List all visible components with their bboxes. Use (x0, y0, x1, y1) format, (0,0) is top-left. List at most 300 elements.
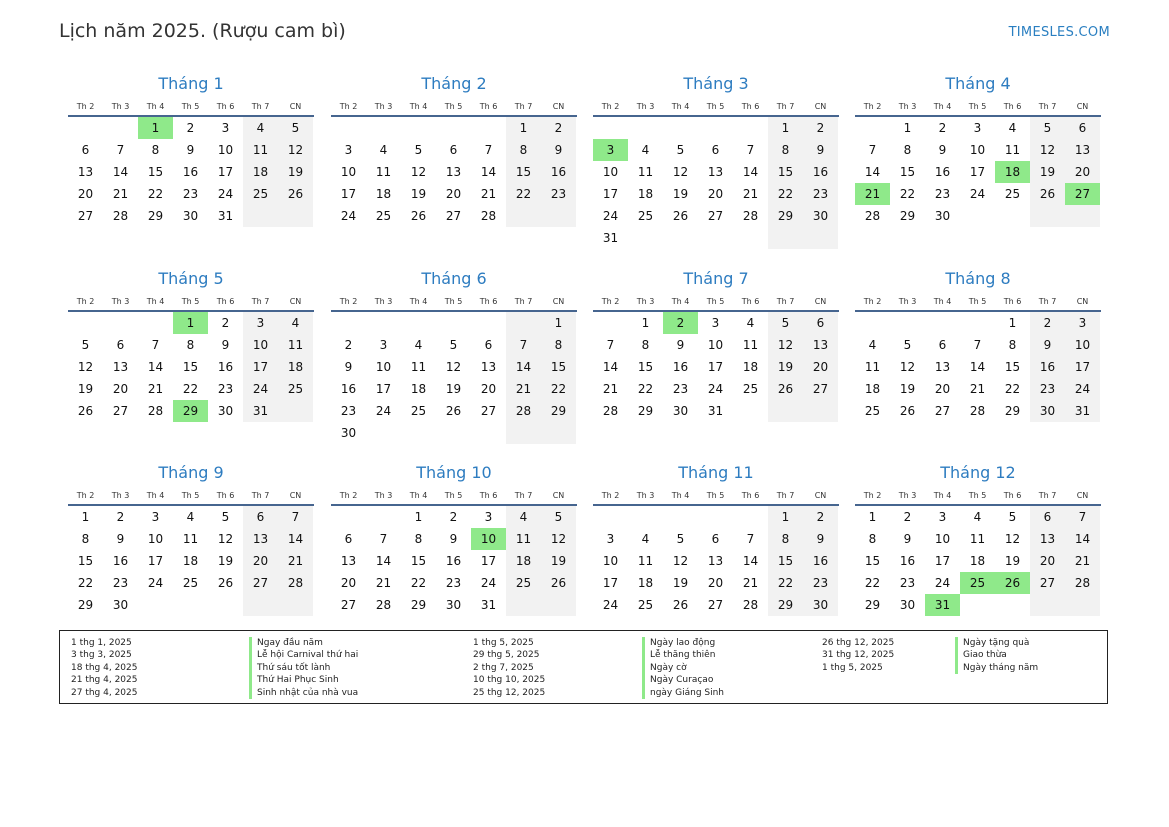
day-cell: 11 (410, 360, 427, 374)
day-cell: 30 (445, 598, 462, 612)
month-calendar (855, 268, 1101, 422)
day-cell: 12 (768, 334, 803, 356)
legend-holiday-name: Lễ hội Carnival thứ hai (249, 649, 358, 661)
weekday-label: Th 2 (601, 297, 620, 306)
day-cell: 26 (1030, 183, 1065, 205)
day-cell: 3 (606, 532, 615, 546)
legend-names (249, 637, 358, 699)
empty-day-cell (506, 205, 541, 227)
day-cell: 8 (903, 143, 912, 157)
legend-date: 31 thg 12, 2025 (822, 650, 895, 661)
day-cell: 8 (868, 532, 877, 546)
day-cell: 6 (484, 338, 493, 352)
day-cell: 7 (116, 143, 125, 157)
legend-dates (71, 637, 137, 699)
day-cell: 10 (340, 165, 357, 179)
day-cell: 13 (803, 334, 838, 356)
day-cell: 7 (868, 143, 877, 157)
empty-day-cell (593, 312, 628, 334)
day-cell: 25 (864, 404, 881, 418)
legend-holiday-name: Thứ Hai Phục Sinh (249, 674, 358, 686)
weekday-label: Th 2 (76, 102, 95, 111)
day-cell: 10 (375, 360, 392, 374)
day-cell: 15 (410, 554, 427, 568)
day-cell: 29 (541, 400, 576, 422)
legend-date: 29 thg 5, 2025 (473, 650, 540, 661)
day-cell: 24 (480, 576, 497, 590)
weekday-label: Th 3 (111, 297, 130, 306)
empty-day-cell (628, 117, 663, 139)
day-grid (331, 117, 577, 227)
weekday-label: Th 6 (1003, 297, 1022, 306)
day-cell: 4 (868, 338, 877, 352)
day-cell: 6 (1030, 506, 1065, 528)
weekday-label: CN (289, 491, 302, 500)
empty-day-cell (103, 312, 138, 334)
legend-holiday-name: Ngày tặng quà (955, 637, 1038, 649)
empty-day-cell (768, 227, 803, 249)
day-cell: 23 (803, 183, 838, 205)
day-cell: 27 (77, 209, 94, 223)
month-name: Tháng 5 (158, 269, 224, 288)
weekday-label: Th 5 (968, 297, 987, 306)
day-cell: 15 (147, 165, 164, 179)
day-cell: 28 (969, 404, 986, 418)
month-calendar (68, 462, 314, 616)
weekday-label: Th 4 (671, 102, 690, 111)
day-cell: 31 (243, 400, 278, 422)
weekday-label: Th 7 (1038, 102, 1057, 111)
empty-day-cell (366, 506, 401, 528)
day-cell: 24 (375, 404, 392, 418)
empty-day-cell (733, 506, 768, 528)
day-cell: 2 (803, 506, 838, 528)
day-cell: 30 (1030, 400, 1065, 422)
empty-day-cell (698, 117, 733, 139)
day-cell: 11 (637, 165, 654, 179)
day-cell: 27 (480, 404, 497, 418)
day-cell: 8 (186, 338, 195, 352)
month-name: Tháng 6 (421, 269, 487, 288)
holiday-day: 18 (995, 161, 1030, 183)
weekday-label: Th 3 (898, 297, 917, 306)
empty-day-cell (278, 594, 313, 616)
weekday-label: CN (289, 102, 302, 111)
empty-day-cell (890, 312, 925, 334)
day-cell: 25 (1004, 187, 1021, 201)
empty-day-cell (366, 117, 401, 139)
day-cell: 27 (243, 572, 278, 594)
holiday-day: 21 (855, 183, 890, 205)
day-grid (855, 117, 1101, 227)
day-cell: 7 (484, 143, 493, 157)
weekday-header (855, 102, 1101, 117)
month-calendar (331, 268, 577, 444)
empty-day-cell (803, 400, 838, 422)
day-cell: 23 (217, 382, 234, 396)
day-cell: 17 (602, 187, 619, 201)
weekday-label: Th 3 (636, 491, 655, 500)
day-cell: 25 (375, 209, 392, 223)
legend-names (642, 637, 724, 699)
empty-day-cell (698, 506, 733, 528)
day-cell: 2 (541, 117, 576, 139)
day-cell: 25 (637, 598, 654, 612)
empty-day-cell (768, 400, 803, 422)
empty-day-cell (471, 117, 506, 139)
weekday-label: Th 7 (251, 102, 270, 111)
weekday-label: Th 5 (706, 102, 725, 111)
day-cell: 26 (445, 404, 462, 418)
month-name: Tháng 3 (683, 74, 749, 93)
weekday-label: Th 5 (968, 491, 987, 500)
weekday-label: Th 6 (741, 297, 760, 306)
day-cell: 18 (742, 360, 759, 374)
weekday-label: Th 7 (251, 491, 270, 500)
day-cell: 3 (151, 510, 160, 524)
day-cell: 2 (221, 316, 230, 330)
day-cell: 19 (1030, 161, 1065, 183)
empty-day-cell (243, 205, 278, 227)
day-cell: 28 (864, 209, 881, 223)
day-cell: 6 (81, 143, 90, 157)
day-cell: 28 (278, 572, 313, 594)
day-cell: 19 (410, 187, 427, 201)
day-cell: 21 (742, 187, 759, 201)
day-cell: 28 (602, 404, 619, 418)
weekday-label: Th 6 (216, 297, 235, 306)
month-calendar (855, 73, 1101, 227)
day-cell: 9 (1030, 334, 1065, 356)
day-cell: 20 (1065, 161, 1100, 183)
day-cell: 11 (278, 334, 313, 356)
day-cell: 14 (969, 360, 986, 374)
empty-day-cell (1030, 205, 1065, 227)
month-name: Tháng 8 (945, 269, 1011, 288)
weekday-label: Th 6 (1003, 491, 1022, 500)
day-cell: 13 (445, 165, 462, 179)
empty-day-cell (960, 312, 995, 334)
day-cell: 25 (637, 209, 654, 223)
month-calendar (68, 268, 314, 422)
day-cell: 26 (672, 598, 689, 612)
day-cell: 22 (864, 576, 881, 590)
weekday-label: Th 2 (863, 297, 882, 306)
day-cell: 23 (541, 183, 576, 205)
day-cell: 6 (449, 143, 458, 157)
day-cell: 28 (1065, 572, 1100, 594)
weekday-label: Th 6 (479, 102, 498, 111)
day-cell: 26 (410, 209, 427, 223)
empty-day-cell (960, 594, 995, 616)
empty-day-cell (628, 227, 663, 249)
day-cell: 21 (278, 550, 313, 572)
empty-day-cell (541, 422, 576, 444)
day-cell: 15 (77, 554, 94, 568)
day-cell: 18 (375, 187, 392, 201)
empty-day-cell (138, 312, 173, 334)
day-cell: 3 (379, 338, 388, 352)
day-cell: 19 (217, 554, 234, 568)
day-cell: 5 (221, 510, 230, 524)
day-cell: 18 (182, 554, 199, 568)
page-title: Lịch năm 2025. (Rượu cam bì) (59, 20, 346, 42)
day-cell: 1 (414, 510, 423, 524)
weekday-label: Th 3 (636, 102, 655, 111)
month-calendar (593, 462, 839, 616)
day-cell: 16 (934, 165, 951, 179)
holiday-day: 25 (960, 572, 995, 594)
day-cell: 17 (707, 360, 724, 374)
day-cell: 29 (77, 598, 94, 612)
day-cell: 20 (707, 576, 724, 590)
day-cell: 19 (77, 382, 94, 396)
weekday-label: Th 6 (741, 491, 760, 500)
empty-day-cell (1065, 594, 1100, 616)
legend-date: 26 thg 12, 2025 (822, 638, 895, 648)
legend-holiday-name: Sinh nhật của nhà vua (249, 687, 358, 699)
day-cell: 10 (934, 532, 951, 546)
day-cell: 19 (768, 356, 803, 378)
legend-holiday-name: Ngay đầu năm (249, 637, 358, 649)
day-cell: 26 (278, 183, 313, 205)
weekday-header (68, 102, 314, 117)
day-cell: 30 (340, 426, 357, 440)
day-grid (855, 506, 1101, 616)
day-cell: 31 (602, 231, 619, 245)
day-cell: 25 (278, 378, 313, 400)
day-cell: 4 (641, 532, 650, 546)
day-cell: 21 (375, 576, 392, 590)
day-cell: 20 (934, 382, 951, 396)
day-cell: 22 (506, 183, 541, 205)
day-cell: 10 (243, 334, 278, 356)
day-cell: 28 (480, 209, 497, 223)
day-cell: 24 (1065, 378, 1100, 400)
day-cell: 4 (746, 316, 755, 330)
day-cell: 22 (541, 378, 576, 400)
legend-date: 18 thg 4, 2025 (71, 662, 138, 673)
day-cell: 11 (864, 360, 881, 374)
day-cell: 22 (1004, 382, 1021, 396)
day-cell: 5 (903, 338, 912, 352)
day-cell: 1 (768, 117, 803, 139)
day-cell: 27 (707, 598, 724, 612)
day-cell: 23 (112, 576, 129, 590)
empty-day-cell (331, 117, 366, 139)
day-cell: 15 (899, 165, 916, 179)
day-cell: 8 (1008, 338, 1017, 352)
weekday-label: Th 7 (1038, 491, 1057, 500)
day-cell: 4 (186, 510, 195, 524)
day-cell: 18 (864, 382, 881, 396)
day-cell: 24 (602, 598, 619, 612)
empty-day-cell (401, 422, 436, 444)
empty-day-cell (1065, 205, 1100, 227)
day-cell: 5 (676, 532, 685, 546)
weekday-label: Th 6 (741, 102, 760, 111)
month-name: Tháng 7 (683, 269, 749, 288)
weekday-header (593, 491, 839, 506)
day-cell: 1 (541, 312, 576, 334)
weekday-label: Th 5 (706, 491, 725, 500)
legend-holiday-name: Giao thừa (955, 649, 1038, 661)
empty-day-cell (103, 117, 138, 139)
empty-day-cell (925, 312, 960, 334)
day-cell: 2 (938, 121, 947, 135)
empty-day-cell (506, 422, 541, 444)
day-cell: 30 (899, 598, 916, 612)
empty-day-cell (663, 117, 698, 139)
day-cell: 4 (243, 117, 278, 139)
day-cell: 1 (81, 510, 90, 524)
day-cell: 16 (803, 550, 838, 572)
legend-date: 21 thg 4, 2025 (71, 675, 138, 686)
month-name: Tháng 10 (416, 463, 492, 482)
day-cell: 9 (344, 360, 353, 374)
day-cell: 31 (217, 209, 234, 223)
weekday-label: Th 5 (444, 297, 463, 306)
day-cell: 24 (147, 576, 164, 590)
day-cell: 15 (768, 550, 803, 572)
day-cell: 30 (182, 209, 199, 223)
weekday-header (331, 491, 577, 506)
empty-day-cell (995, 205, 1030, 227)
day-cell: 22 (77, 576, 94, 590)
day-cell: 7 (278, 506, 313, 528)
holiday-day: 26 (995, 572, 1030, 594)
weekday-label: Th 6 (479, 297, 498, 306)
legend-date: 1 thg 5, 2025 (473, 638, 534, 648)
day-cell: 21 (112, 187, 129, 201)
day-cell: 27 (340, 598, 357, 612)
day-cell: 19 (445, 382, 462, 396)
weekday-label: Th 3 (374, 102, 393, 111)
empty-day-cell (1030, 594, 1065, 616)
day-cell: 12 (672, 554, 689, 568)
legend-holiday-name: Thứ sáu tốt lành (249, 662, 358, 674)
day-cell: 25 (243, 183, 278, 205)
day-cell: 4 (414, 338, 423, 352)
day-cell: 18 (410, 382, 427, 396)
month-name: Tháng 2 (421, 74, 487, 93)
day-cell: 27 (934, 404, 951, 418)
day-cell: 8 (641, 338, 650, 352)
day-grid (331, 506, 577, 616)
legend-dates (822, 637, 894, 674)
day-cell: 21 (147, 382, 164, 396)
day-cell: 8 (768, 139, 803, 161)
weekday-header (593, 102, 839, 117)
weekday-label: CN (814, 297, 827, 306)
day-cell: 19 (672, 187, 689, 201)
day-cell: 3 (1065, 312, 1100, 334)
day-cell: 20 (1030, 550, 1065, 572)
day-cell: 21 (969, 382, 986, 396)
site-link[interactable]: TIMESLES.COM (1008, 25, 1110, 40)
empty-day-cell (208, 594, 243, 616)
day-cell: 6 (243, 506, 278, 528)
day-cell: 16 (217, 360, 234, 374)
day-cell: 10 (602, 554, 619, 568)
day-cell: 21 (480, 187, 497, 201)
day-cell: 18 (506, 550, 541, 572)
empty-day-cell (331, 312, 366, 334)
day-cell: 11 (969, 532, 986, 546)
day-cell: 5 (81, 338, 90, 352)
day-cell: 13 (243, 528, 278, 550)
day-cell: 21 (1065, 550, 1100, 572)
day-cell: 9 (803, 139, 838, 161)
day-cell: 13 (1030, 528, 1065, 550)
day-cell: 11 (243, 139, 278, 161)
day-cell: 12 (217, 532, 234, 546)
weekday-header (331, 297, 577, 312)
day-cell: 14 (278, 528, 313, 550)
day-cell: 29 (147, 209, 164, 223)
day-cell: 30 (934, 209, 951, 223)
day-cell: 28 (742, 598, 759, 612)
day-cell: 11 (506, 528, 541, 550)
weekday-label: Th 7 (251, 297, 270, 306)
day-cell: 24 (340, 209, 357, 223)
day-cell: 17 (217, 165, 234, 179)
day-cell: 30 (803, 594, 838, 616)
empty-day-cell (593, 506, 628, 528)
holiday-day: 27 (1065, 183, 1100, 205)
day-cell: 7 (746, 143, 755, 157)
day-cell: 11 (375, 165, 392, 179)
day-cell: 3 (973, 121, 982, 135)
day-cell: 10 (147, 532, 164, 546)
day-grid (68, 506, 314, 616)
weekday-header (68, 297, 314, 312)
day-cell: 29 (899, 209, 916, 223)
day-cell: 14 (112, 165, 129, 179)
weekday-label: Th 4 (933, 297, 952, 306)
day-cell: 28 (375, 598, 392, 612)
day-cell: 17 (602, 576, 619, 590)
weekday-label: CN (552, 491, 565, 500)
day-cell: 4 (1008, 121, 1017, 135)
day-cell: 10 (217, 143, 234, 157)
day-cell: 24 (707, 382, 724, 396)
holiday-day: 1 (173, 312, 208, 334)
day-cell: 9 (541, 139, 576, 161)
weekday-label: Th 3 (374, 297, 393, 306)
weekday-label: Th 7 (514, 491, 533, 500)
day-cell: 19 (1004, 554, 1021, 568)
weekday-label: CN (814, 491, 827, 500)
empty-day-cell (138, 594, 173, 616)
day-cell: 8 (506, 139, 541, 161)
weekday-label: Th 3 (898, 491, 917, 500)
day-cell: 13 (707, 165, 724, 179)
weekday-label: Th 4 (146, 491, 165, 500)
day-cell: 19 (899, 382, 916, 396)
empty-day-cell (436, 312, 471, 334)
day-cell: 11 (182, 532, 199, 546)
legend-date: 3 thg 3, 2025 (71, 650, 132, 661)
legend-date: 1 thg 5, 2025 (822, 662, 883, 673)
day-cell: 29 (637, 404, 654, 418)
weekday-label: Th 4 (409, 297, 428, 306)
weekday-label: Th 6 (216, 102, 235, 111)
day-cell: 1 (641, 316, 650, 330)
day-cell: 24 (969, 187, 986, 201)
day-cell: 13 (934, 360, 951, 374)
day-cell: 17 (934, 554, 951, 568)
